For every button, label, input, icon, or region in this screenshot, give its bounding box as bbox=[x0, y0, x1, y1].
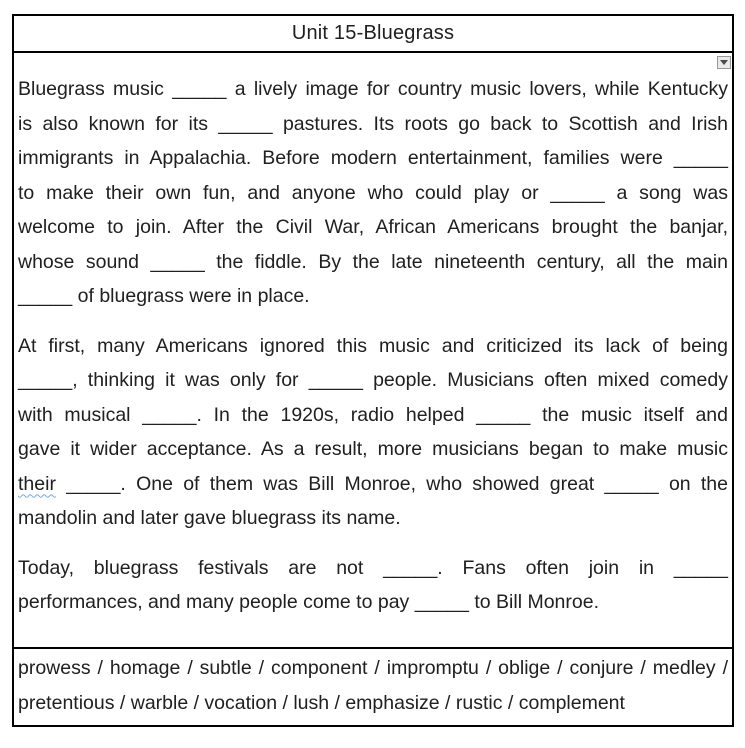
word-bank-line: prowess / homage / subtle / component / impromptu / oblige / conjure / medley / bbox=[18, 657, 728, 679]
worksheet-header bbox=[14, 16, 732, 53]
text-line: performances, and many people come to pay _____ to Bill Monroe. bbox=[18, 591, 600, 613]
passage-text bbox=[18, 72, 728, 620]
text-line: At first, many Americans ignored this music and criticized its lack of being bbox=[18, 334, 728, 357]
text-line: _____, thinking it was only for _____ people. Musicians often mixed comedy bbox=[18, 369, 728, 391]
paragraph bbox=[18, 72, 728, 314]
chevron-down-icon bbox=[720, 60, 728, 65]
text-line: Today, bluegrass festivals are not _____. Fans often join in _____ bbox=[18, 556, 728, 579]
worksheet-frame bbox=[12, 14, 734, 727]
text-line: to make their own fun, and anyone who could play or _____ a song was bbox=[18, 181, 728, 204]
text-line: with musical _____. In the 1920s, radio helped _____ the music itself and bbox=[18, 403, 728, 426]
text-line: gave it wider acceptance. As a result, more musicians began to make music bbox=[18, 438, 728, 460]
dropdown-button[interactable] bbox=[717, 56, 731, 69]
text-line: is also known for its _____ pastures. Its roots go back to Scottish and Irish bbox=[18, 112, 728, 135]
text-line: mandolin and later gave bluegrass its name. bbox=[18, 507, 401, 529]
page-title: Unit 15-Bluegrass bbox=[291, 22, 455, 44]
word-bank-line: pretentious / warble / vocation / lush / emphasize / rustic / complement bbox=[18, 691, 625, 714]
grammar-underlined-word: their bbox=[18, 472, 56, 495]
paragraph bbox=[18, 551, 728, 620]
text-line: whose sound _____ the fiddle. By the late nineteenth century, all the main bbox=[18, 250, 728, 273]
text-line: immigrants in Appalachia. Before modern entertainment, families were _____ bbox=[18, 147, 728, 169]
word-bank bbox=[14, 649, 732, 722]
text-line: welcome to join. After the Civil War, African Americans brought the banjar, bbox=[18, 216, 728, 238]
paragraph bbox=[18, 329, 728, 536]
passage-section bbox=[14, 53, 732, 649]
text-line: _____ of bluegrass were in place. bbox=[18, 285, 310, 307]
text-line: their _____. One of them was Bill Monroe, who showed great _____ on the bbox=[18, 472, 728, 495]
text-line: Bluegrass music _____ a lively image for country music lovers, while Kentucky bbox=[18, 78, 728, 100]
